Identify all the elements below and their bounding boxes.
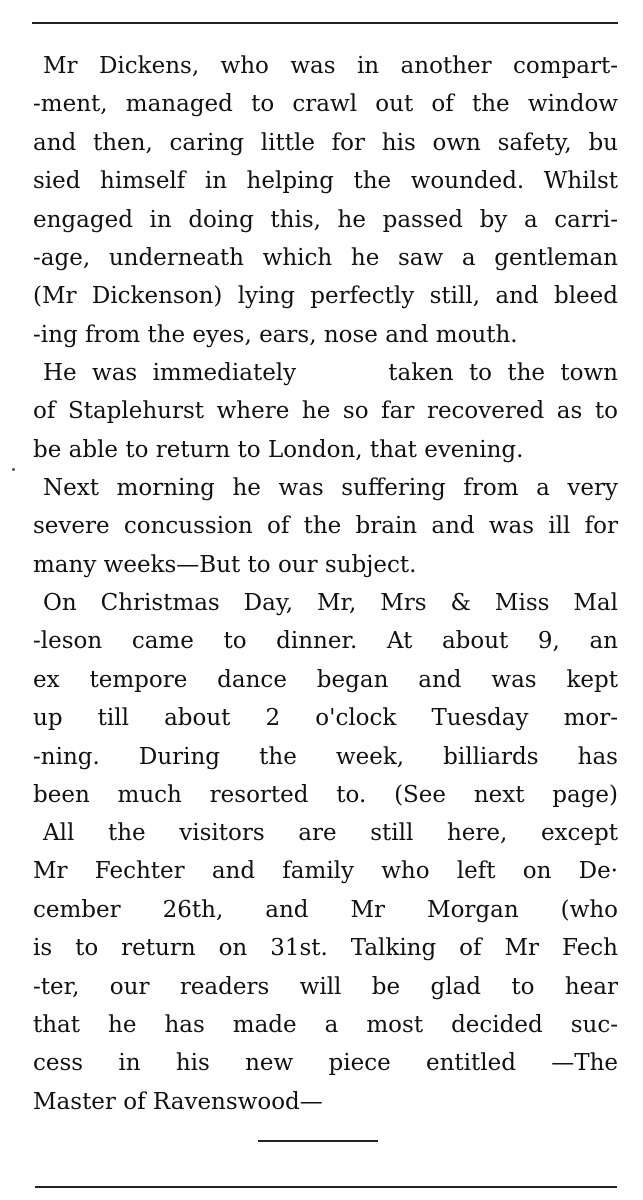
text-line: up till about 2 o'clock Tuesday mor- — [33, 705, 618, 732]
text-line: that he has made a most decided suc- — [33, 1011, 618, 1038]
paragraph-staplehurst — [33, 354, 618, 469]
text-line: (Mr Dickenson) lying perfectly still, and bleed — [33, 283, 618, 310]
ink-speck — [12, 468, 15, 471]
paragraph-christmas-day — [33, 584, 618, 814]
top-rule — [32, 22, 618, 24]
section-end-rule — [258, 1140, 378, 1142]
text-line: He was immediately taken to the town — [43, 360, 618, 386]
text-line: All the visitors are still here, except — [43, 820, 618, 846]
text-line: On Christmas Day, Mr, Mrs & Miss Mal — [43, 590, 618, 616]
paragraph-next-morning — [33, 469, 618, 584]
text-line: -leson came to dinner. At about 9, an — [33, 628, 618, 655]
text-line: -ter, our readers will be glad to hear — [33, 973, 618, 1000]
text-line: Mr Dickens, who was in another compart- — [43, 53, 618, 79]
text-line: ex tempore dance began and was kept — [33, 666, 618, 693]
text-line: severe concussion of the brain and was ill for — [33, 513, 618, 540]
paragraph-visitors — [33, 814, 618, 1121]
text-line: be able to return to London, that evening. — [33, 436, 524, 463]
text-line: cess in his new piece entitled —The — [33, 1050, 618, 1077]
text-line: Master of Ravenswood— — [33, 1088, 323, 1115]
text-line: -age, underneath which he saw a gentleman — [33, 244, 618, 271]
text-line: sied himself in helping the wounded. Whilst — [33, 168, 618, 195]
text-line: and then, caring little for his own safety, bu — [33, 129, 618, 156]
text-line: engaged in doing this, he passed by a carri- — [33, 206, 618, 233]
text-line: Mr Fechter and family who left on De· — [33, 858, 618, 885]
bottom-rule — [35, 1186, 617, 1188]
paragraph-dickens-rescue — [33, 47, 618, 354]
text-line: been much resorted to. (See next page) — [33, 781, 618, 808]
text-line: of Staplehurst where he so far recovered as to — [33, 398, 618, 425]
text-line: -ment, managed to crawl out of the window — [33, 91, 618, 118]
text-line: -ning. During the week, billiards has — [33, 743, 618, 770]
text-line: is to return on 31st. Talking of Mr Fech — [33, 935, 618, 962]
text-line: -ing from the eyes, ears, nose and mouth. — [33, 321, 518, 348]
text-line: cember 26th, and Mr Morgan (who — [33, 896, 618, 923]
text-line: Next morning he was suffering from a very — [43, 475, 618, 501]
text-line: many weeks—But to our subject. — [33, 551, 417, 578]
